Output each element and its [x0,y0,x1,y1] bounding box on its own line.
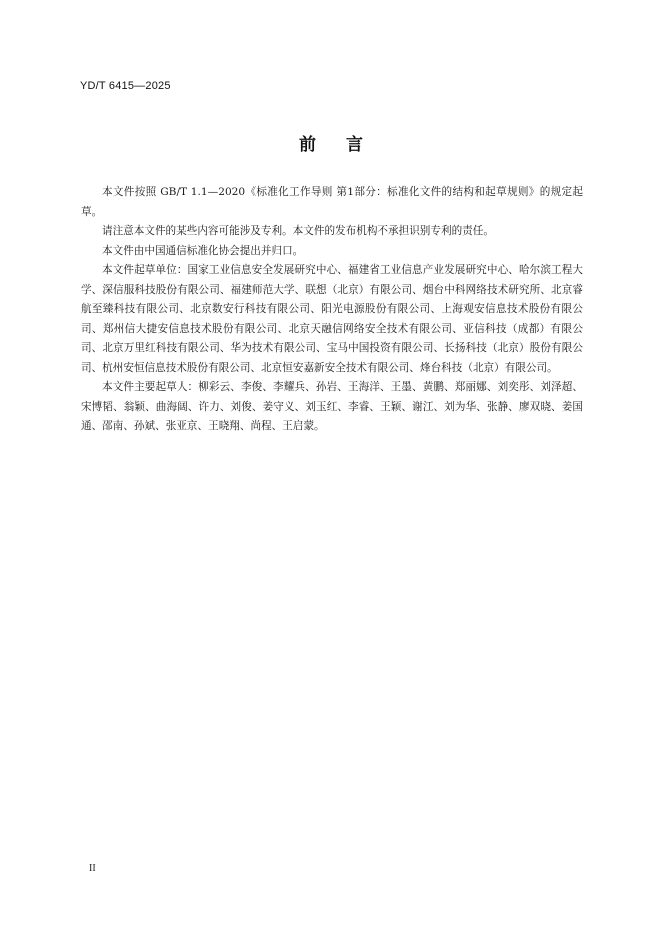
paragraph-patent-notice: 请注意本文件的某些内容可能涉及专利。本文件的发布机构不承担识别专利的责任。 [102,225,494,237]
page-title: 前言 [299,135,393,155]
paragraph-drafting-rules: 本文件按照 GB/T 1.1—2020《标准化工作导则 第1部分：标准化文件的结构和起草规则》的规定起草。 [81,186,583,218]
paragraph-proposer: 本文件由中国通信标准化协会提出并归口。 [102,244,304,257]
page-number: II [89,863,96,874]
paragraph-drafters: 本文件主要起草人：柳彩云、李俊、李耀兵、孙岩、王海洋、王墨、黄鹏、郑丽娜、刘奕彤、刘泽超、宋博韬、翁颖、曲海阔、许力、刘俊、姜守义、刘玉红、李睿、王颖、谢江、刘为华、张静、廖双晓、姜国通、邵南、孙斌、张亚京、王晓翔、尚程、王启蒙。 [81,381,583,432]
body-text [81,183,583,437]
paragraph-drafting-organizations: 本文件起草单位：国家工业信息安全发展研究中心、福建省工业信息产业发展研究中心、哈尔滨工程大学、深信服科技股份有限公司、福建师范大学、联想（北京）有限公司、烟台中科网络技术研究所、北京睿航至臻科技有限公司、北京数安行科技有限公司、阳光电源股份有限公司、上海观安信息技术股份有限公司、郑州信大捷安信息技术股份有限公司、北京天融信网络安全技术有限公司、亚信科技（成都）有限公司、北京万里红科技有限公司、华为技术有限公司、宝马中国投资有限公司、长扬科技（北京）股份有限公司、杭州安恒信息技术股份有限公司、北京恒安嘉新安全技术有限公司、烽台科技（北京）有限公司。 [81,264,583,374]
document-code: YD/T 6415—2025 [80,80,171,92]
